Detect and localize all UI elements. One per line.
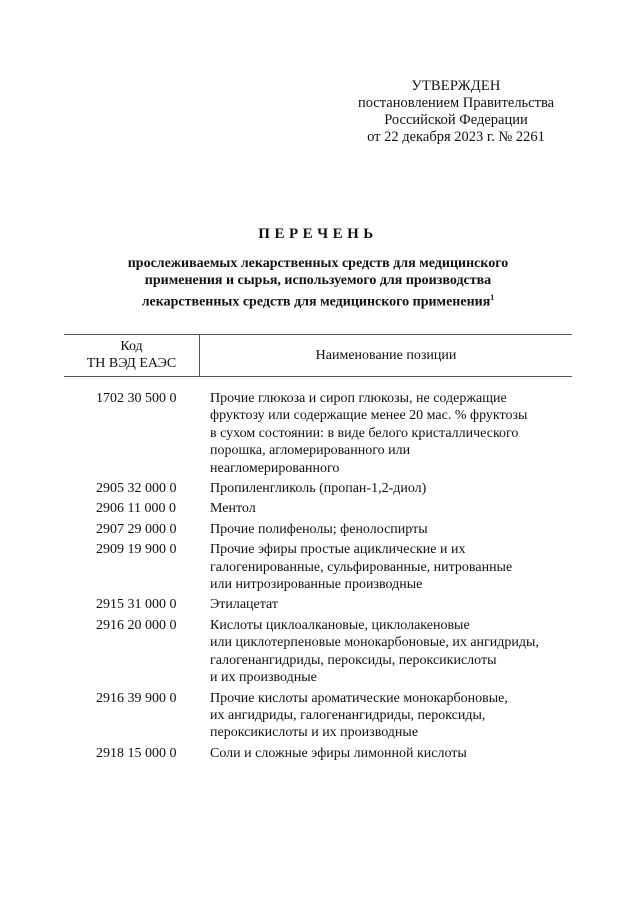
row-name: Этилацетат bbox=[210, 597, 279, 613]
row-name: Прочие глюкоза и сироп глюкозы, не содержащие фруктозу или содержащие менее 20 мас. % фруктозы в сухом состоянии: в виде белого кристаллического порошка, агломерированного или неагломерированного bbox=[210, 391, 528, 476]
header-code-line-1: Код bbox=[120, 339, 143, 354]
approval-block bbox=[340, 78, 572, 146]
row-code: 2916 20 000 0 bbox=[96, 617, 177, 633]
table-row bbox=[64, 480, 572, 497]
table-row bbox=[64, 500, 572, 517]
row-code: 2909 19 900 0 bbox=[96, 542, 177, 558]
document-heading bbox=[64, 226, 572, 311]
document-title: ПЕРЕЧЕНЬ bbox=[258, 226, 378, 242]
row-name: Соли и сложные эфиры лимонной кислоты bbox=[210, 745, 467, 761]
subtitle-line-3 bbox=[64, 289, 572, 311]
row-name: Ментол bbox=[210, 501, 256, 517]
row-code: 2918 15 000 0 bbox=[96, 745, 177, 761]
footnote-mark: 1 bbox=[490, 293, 495, 302]
row-name: Пропиленгликоль (пропан-1,2-диол) bbox=[210, 481, 427, 497]
header-code-cell bbox=[64, 335, 200, 376]
header-code-line-2: ТН ВЭД ЕАЭС bbox=[86, 356, 177, 371]
row-code: 2906 11 000 0 bbox=[96, 501, 176, 517]
table-body bbox=[64, 390, 572, 762]
table-row bbox=[64, 690, 572, 742]
items-table bbox=[64, 334, 572, 765]
table-row bbox=[64, 617, 572, 687]
row-name: Кислоты циклоалкановые, циклолакеновые или циклотерпеновые монокарбоновые, их ангидриды, галогенангидриды, пероксиды, пероксикислоты и их производные bbox=[210, 617, 539, 686]
subtitle-line-1: прослеживаемых лекарственных средств для медицинского bbox=[127, 256, 509, 271]
approval-line-1: постановлением Правительства bbox=[357, 95, 555, 111]
approval-line-2: Российской Федерации bbox=[384, 112, 528, 128]
row-code: 2916 39 900 0 bbox=[96, 690, 177, 706]
approval-title: УТВЕРЖДЕН bbox=[411, 78, 501, 94]
approval-line-3: от 22 декабря 2023 г. № 2261 bbox=[367, 129, 545, 145]
table-row bbox=[64, 541, 572, 593]
subtitle-line-3-text: лекарственных средств для медицинского применения bbox=[141, 294, 491, 310]
row-code: 2907 29 000 0 bbox=[96, 521, 177, 537]
row-name: Прочие эфиры простые ациклические и их галогенированные, сульфированные, нитрованные или нитрозированные производные bbox=[210, 542, 513, 593]
subtitle-line-2: применения и сырья, используемого для производства bbox=[144, 273, 492, 288]
row-code: 2915 31 000 0 bbox=[96, 597, 177, 613]
table-row bbox=[64, 390, 572, 477]
document-subtitle bbox=[64, 255, 572, 311]
table-row bbox=[64, 745, 572, 762]
table-header bbox=[64, 334, 572, 377]
table-row bbox=[64, 596, 572, 613]
table-row bbox=[64, 521, 572, 538]
row-code: 1702 30 500 0 bbox=[96, 391, 177, 406]
row-name: Прочие кислоты ароматические монокарбоновые, их ангидриды, галогенангидриды, пероксиды, пероксикислоты и их производные bbox=[210, 690, 508, 741]
header-name-cell: Наименование позиции bbox=[315, 348, 457, 363]
row-code: 2905 32 000 0 bbox=[96, 481, 177, 497]
row-name: Прочие полифенолы; фенолоспирты bbox=[210, 521, 428, 537]
